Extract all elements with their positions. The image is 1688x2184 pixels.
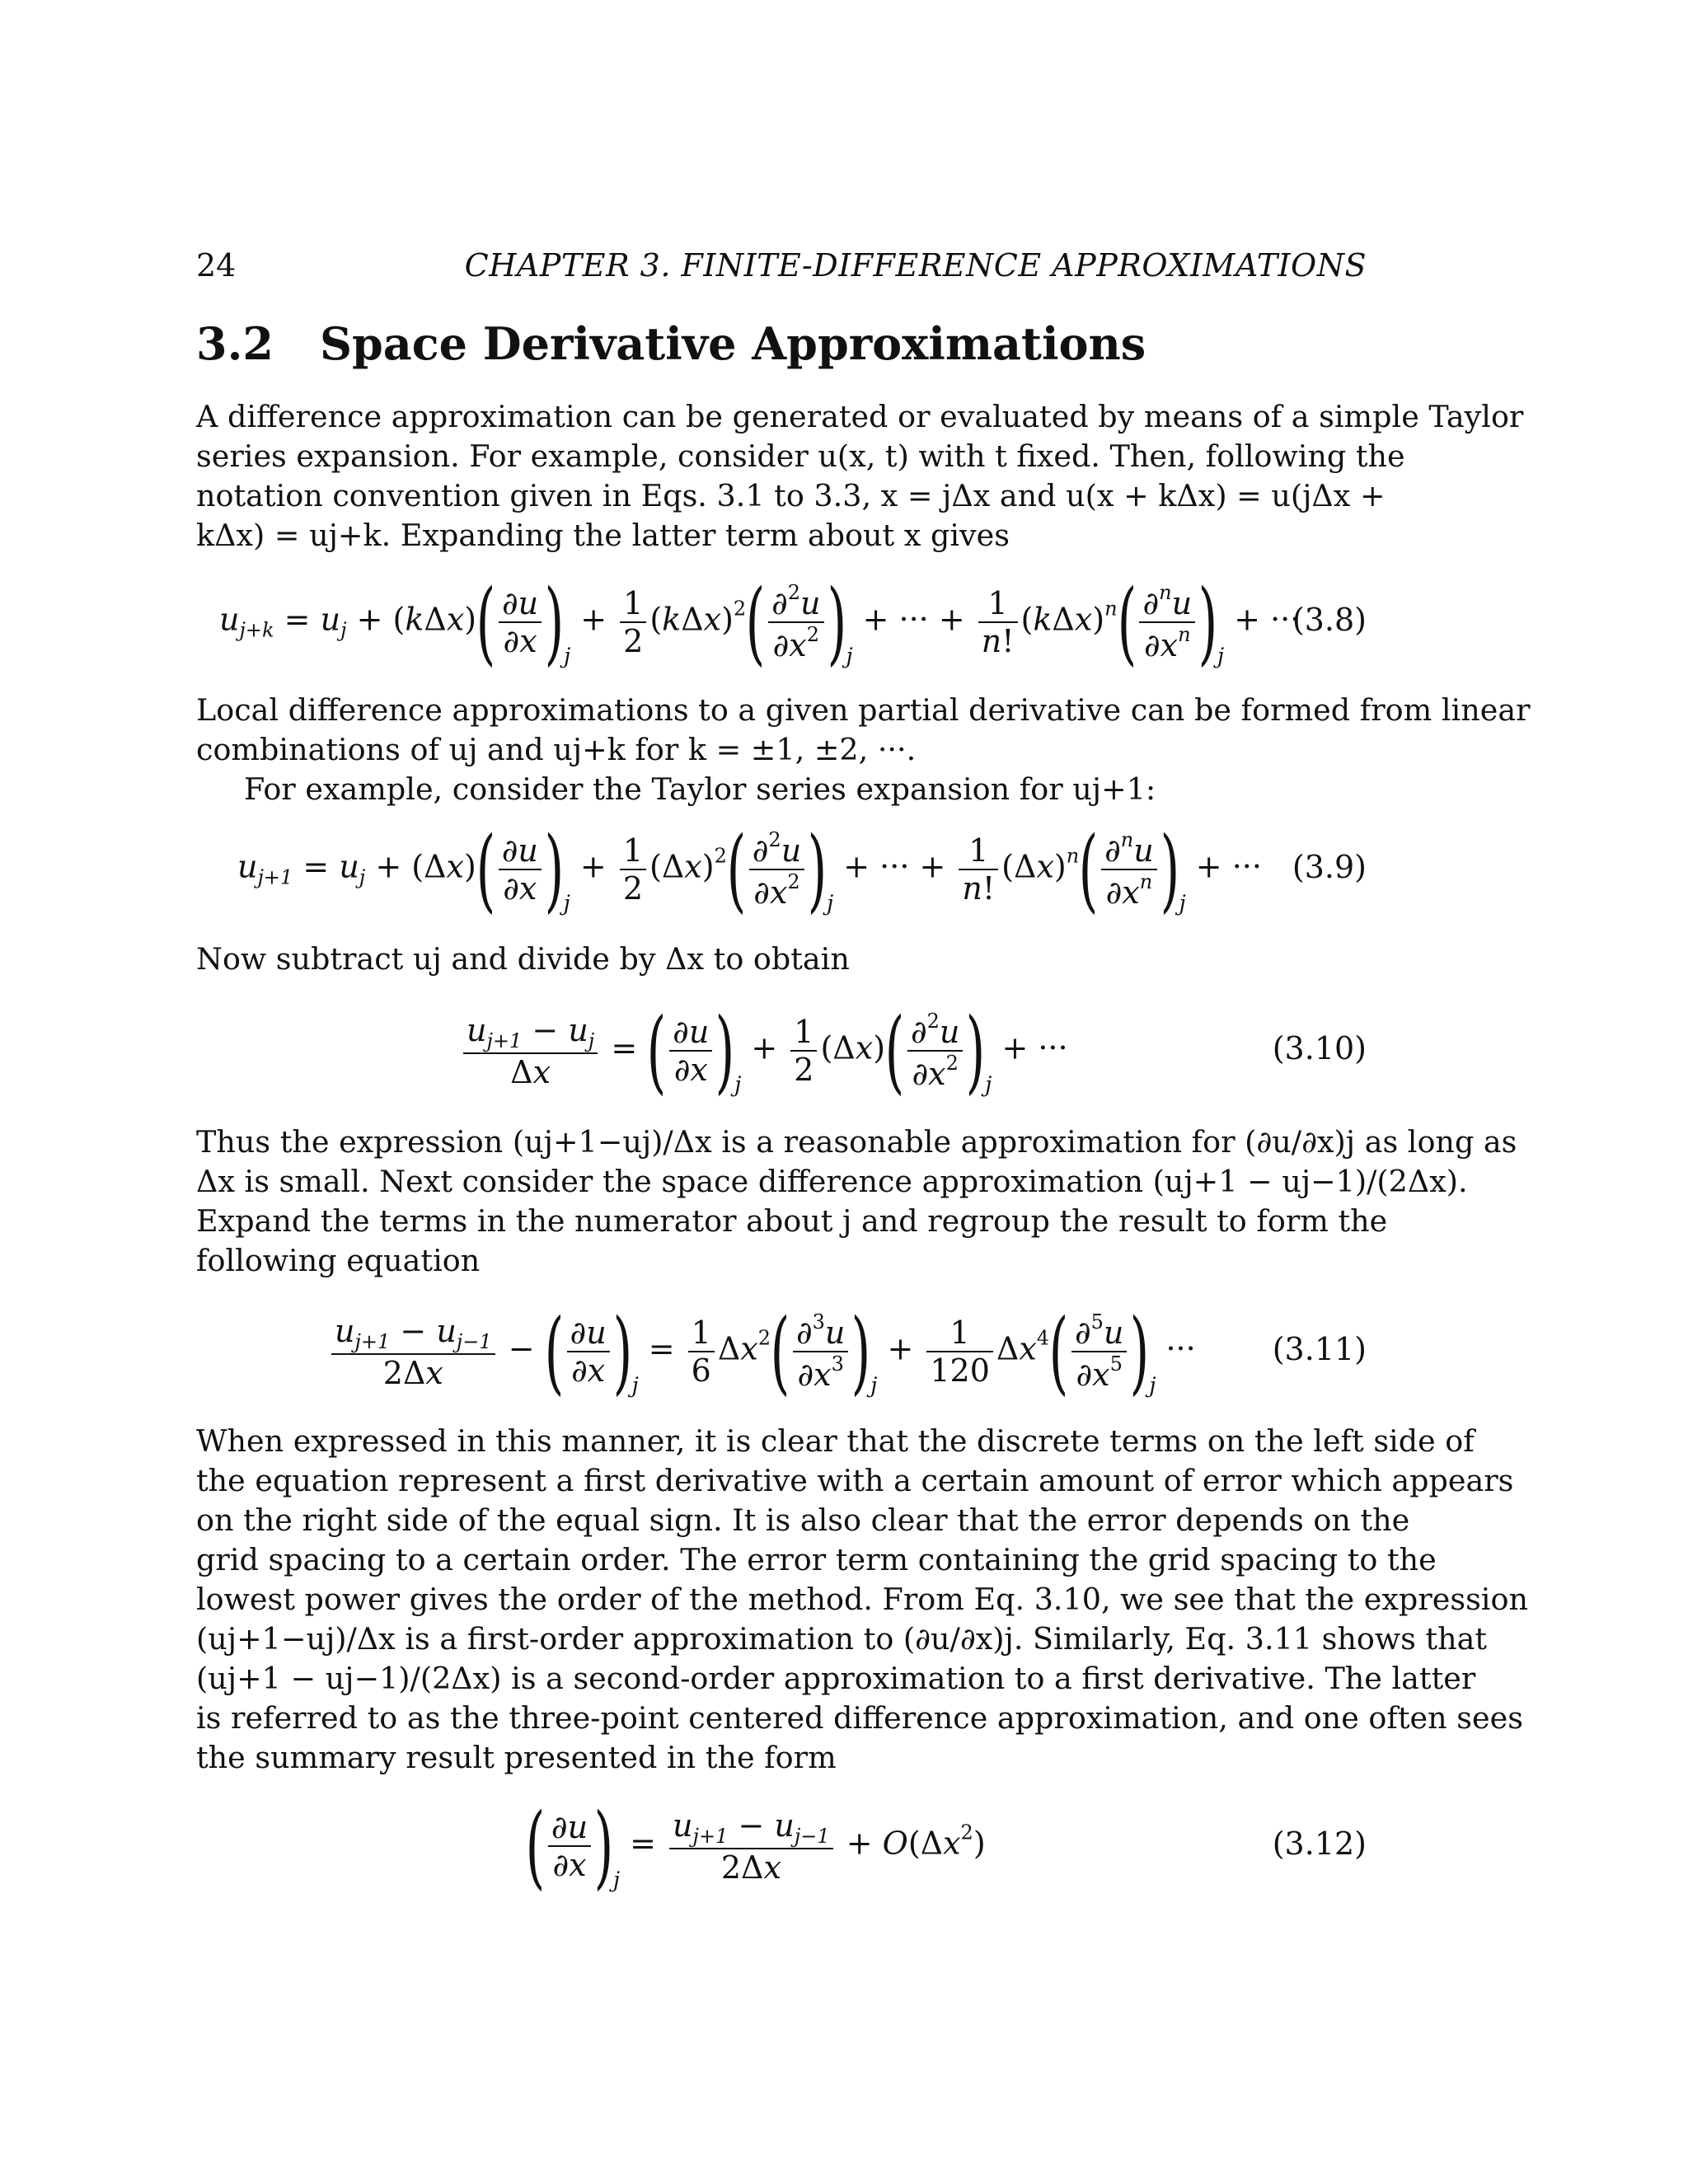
text-line: lowest power gives the order of the method. From Eq. 3.10, we see that the expression (196, 1582, 1528, 1617)
text-line: notation convention given in Eqs. 3.1 to 3.3, x = jΔx and u(x + kΔx) = u(jΔx + (196, 478, 1386, 513)
text-line: series expansion. For example, consider u(x, t) with t fixed. Then, following the (196, 438, 1405, 474)
section-title: Space Derivative Approximations (320, 317, 1146, 370)
chapter-title: CHAPTER 3. FINITE-DIFFERENCE APPROXIMATIONS (464, 247, 1367, 284)
equation-body: $u_{j+k} = u_j + (k\Delta x)$( $\frac{\partial u}{\partial x}$ )$_j$ + $\frac{1}{2}$ $(k\Delta x)^2$( $\frac{\partial^2u}{\partial x^2}$ )$_j$ + ··· + $\frac{1}{n!}$ $(k\Delta x)^n$( $\frac{\partial^nu}{\partial x^n}$ )$_j$ + ··· (219, 569, 1301, 675)
text-line: grid spacing to a certain order. The error term containing the grid spacing to the (196, 1542, 1437, 1577)
text-line: combinations of uj and uj+k for k = ±1, ±2, ···. (196, 732, 917, 767)
text-line: (uj+1 − uj−1)/(2Δx) is a second-order approximation to a first derivative. The latter (196, 1661, 1476, 1696)
equation-3-11 (196, 1299, 1367, 1405)
equation-body: ( $\frac{\partial u}{\partial x}$ )$_j$ = $\frac{u_{j+1} - u_{j-1}}{2\Delta x}$ + $O(\Delta x^2)$ (525, 1793, 986, 1899)
text-line: Δx is small. Next consider the space difference approximation (uj+1 − uj−1)/(2Δx). (196, 1164, 1468, 1199)
equation-3-12 (196, 1793, 1367, 1900)
text-line: Now subtract uj and divide by Δx to obtain (196, 941, 850, 977)
equation-number: (3.11) (1272, 1331, 1367, 1367)
text-line: Thus the expression (uj+1−uj)/Δx is a reasonable approximation for (∂u/∂x)j as long as (196, 1124, 1517, 1160)
running-header (196, 247, 1367, 288)
text-line: the equation represent a first derivative with a certain amount of error which appears (196, 1463, 1514, 1498)
text-line: kΔx) = uj+k. Expanding the latter term about x gives (196, 518, 1010, 553)
equation-body: $\frac{u_{j+1} - u_{j-1}}{2\Delta x}$ − ( $\frac{\partial u}{\partial x}$ )$_j$ = $\frac{1}{6}$ $\Delta x^2$( $\frac{\partial^3u}{\partial x^3}$ )$_j$ + $\frac{1}{120}$ $\Delta x^4$( $\frac{\partial^5u}{\partial x^5}$ )$_j$ ··· (328, 1306, 1196, 1399)
paragraph-thus (196, 1122, 1517, 1281)
equation-number: (3.8) (1292, 602, 1367, 638)
text-line: (uj+1−uj)/Δx is a first-order approximation to (∂u/∂x)j. Similarly, Eq. 3.11 shows that (196, 1621, 1488, 1657)
text-line: For example, consider the Taylor series expansion for uj+1: (244, 771, 1156, 807)
equation-number: (3.10) (1272, 1030, 1367, 1066)
text-line: Local difference approximations to a given partial derivative can be formed from linear (196, 692, 1531, 728)
equation-3-10 (196, 998, 1367, 1104)
equation-number: (3.9) (1292, 849, 1367, 885)
equation-3-9 (196, 817, 1367, 923)
equation-body: $\frac{u_{j+1} - u_j}{\Delta x}$ = ( $\frac{\partial u}{\partial x}$ )$_j$ + $\frac{1}{2}$ (Δx)( $\frac{\partial^2u}{\partial x^2}$ )$_j$ + ··· (460, 1005, 1068, 1098)
equation-3-8 (196, 569, 1367, 676)
section-heading (196, 317, 1146, 370)
section-number: 3.2 (196, 317, 274, 370)
paragraph-intro (196, 397, 1524, 555)
paragraph-discussion (196, 1422, 1528, 1778)
paragraph-local-difference (196, 691, 1531, 809)
text-line: Expand the terms in the numerator about j and regroup the result to form the (196, 1203, 1388, 1239)
text-line: A difference approximation can be generated or evaluated by means of a simple Taylor (196, 399, 1524, 434)
text-line: When expressed in this manner, it is clear that the discrete terms on the left side of (196, 1423, 1475, 1459)
text-line: is referred to as the three-point centered difference approximation, and one often sees (196, 1700, 1523, 1736)
equation-number: (3.12) (1272, 1825, 1367, 1862)
equation-body: $u_{j+1} = u_j + (\Delta x)$( $\frac{\partial u}{\partial x}$ )$_j$ + $\frac{1}{2}$ $(\Delta x)^2$( $\frac{\partial^2u}{\partial x^2}$ )$_j$ + ··· + $\frac{1}{n!}$ $(\Delta x)^n$( $\frac{\partial^nu}{\partial x^n}$ )$_j$ + ··· (237, 817, 1262, 922)
text-line: the summary result presented in the form (196, 1740, 837, 1775)
text-line: following equation (196, 1243, 481, 1278)
page-number: 24 (196, 247, 237, 284)
paragraph-subtract (196, 940, 1367, 979)
text-line: on the right side of the equal sign. It is also clear that the error depends on the (196, 1502, 1410, 1538)
